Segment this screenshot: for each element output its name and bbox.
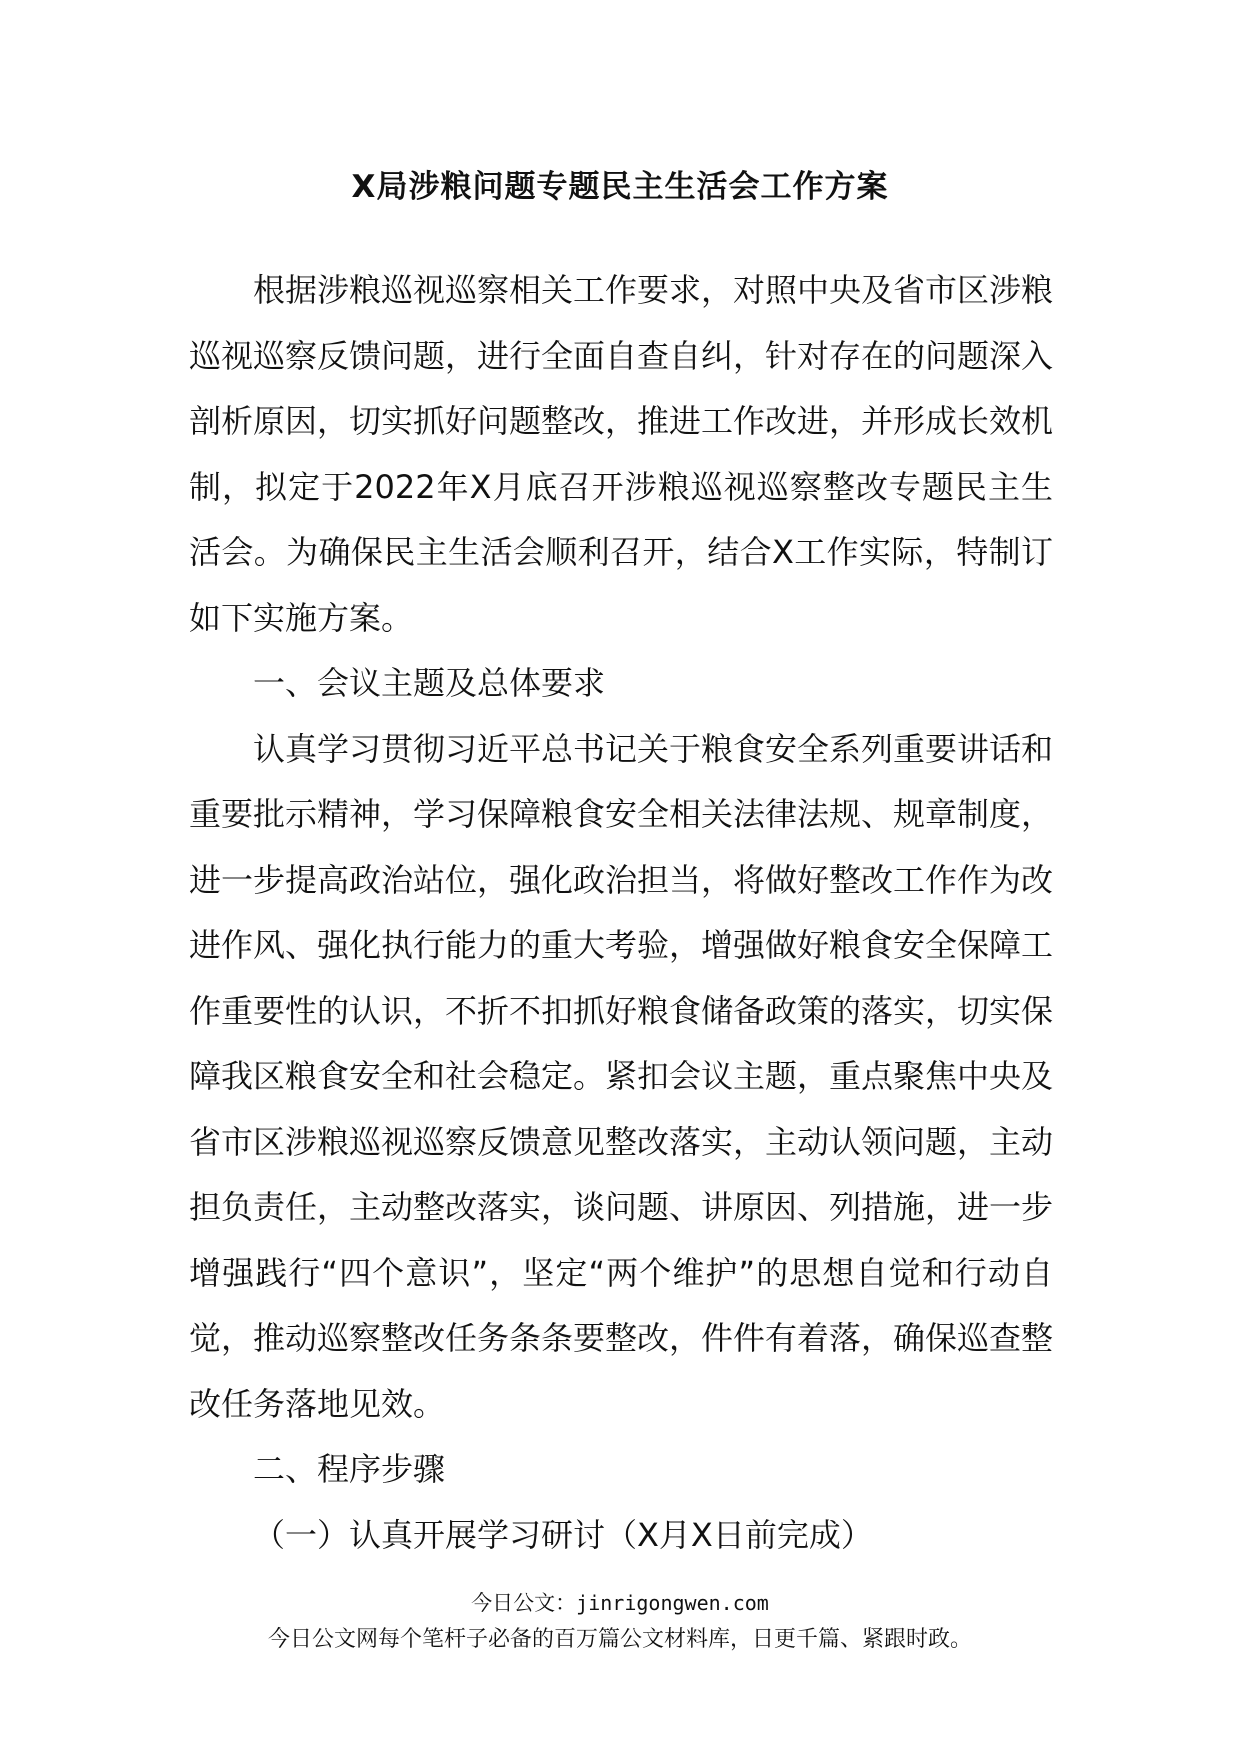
document-body (189, 258, 1053, 1568)
footer-slogan: 今日公文网每个笔杆子必备的百万篇公文材料库，日更千篇、紧跟时政。 (267, 1627, 972, 1652)
subsection-heading-1: （一）认真开展学习研讨（X月X日前完成） (253, 1515, 873, 1554)
section-heading-1: 一、会议主题及总体要求 (253, 664, 606, 702)
footer-site-label: 今日公文： (471, 1591, 577, 1615)
requirements-paragraph: 认真学习贯彻习近平总书记关于粮食安全系列重要讲话和重要批示精神，学习保障粮食安全相关法律法规、规章制度，进一步提高政治站位，强化政治担当，将做好整改工作作为改进作风、强化执行能力的重大考验，增强做好粮食安全保障工作重要性的认识，不折不扣抓好粮食储备政策的落实，切实保障我区粮食安全和社会稳定。紧扣会议主题，重点聚焦中央及省市区涉粮巡视巡察反馈意见整改落实，主动认领问题，主动担负责任，主动整改落实，谈问题、讲原因、列措施，进一步增强践行“四个意识”，坚定“两个维护”的思想自觉和行动自觉，推动巡察整改任务条条要整改，件件有着落，确保巡查整改任务落地见效。 (189, 729, 1054, 1423)
section-heading-2: 二、程序步骤 (253, 1450, 446, 1488)
footer-site-line (0, 1588, 1240, 1618)
footer-site-url[interactable]: jinrigongwen.com (576, 1591, 769, 1615)
document-title: X局涉粮问题专题民主生活会工作方案 (351, 169, 889, 205)
intro-paragraph: 根据涉粮巡视巡察相关工作要求，对照中央及省市区涉粮巡视巡察反馈问题，进行全面自查自纠，针对存在的问题深入剖析原因，切实抓好问题整改，推进工作改进，并形成长效机制，拟定于2022年X月底召开涉粮巡视巡察整改专题民主生活会。为确保民主生活会顺利召开，结合X工作实际，特制订如下实施方案。 (189, 271, 1054, 637)
